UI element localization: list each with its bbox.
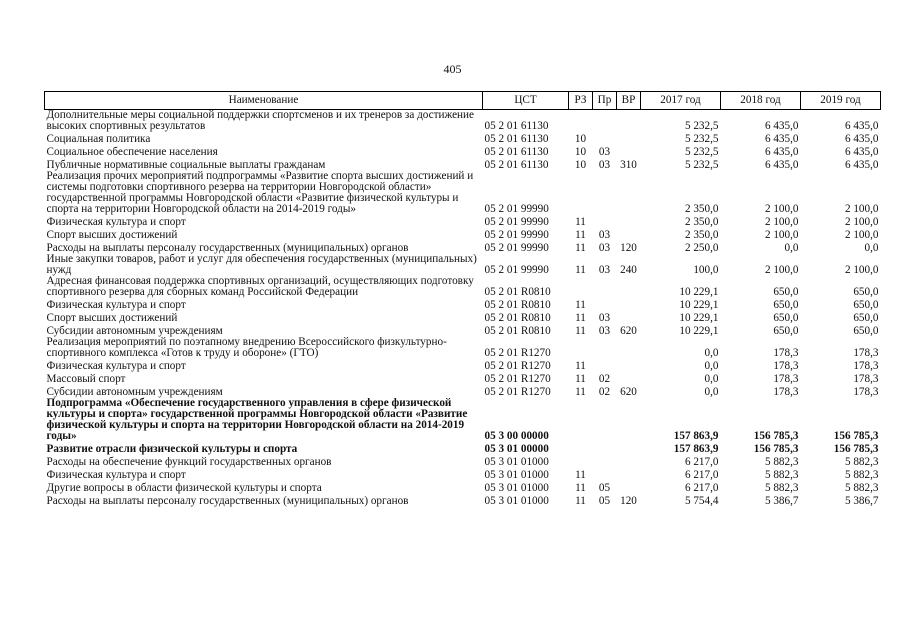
cell-2018: 650,0: [773, 299, 799, 311]
cell-2019: 178,3: [853, 373, 879, 385]
cell-pr: [593, 468, 617, 481]
header-vr: ВР: [617, 92, 641, 110]
cell-vr: [617, 372, 641, 385]
cell-name: Физическая культура и спорт: [46, 469, 186, 481]
cell-vr: [617, 145, 641, 158]
cell-2019: 6 435,0: [844, 120, 879, 132]
cell-rz: [569, 276, 593, 298]
cell-2018: 0,0: [784, 242, 799, 254]
cell-vr: [617, 276, 641, 298]
cell-2018: 5 882,3: [764, 469, 799, 481]
cell-2017: 10 229,1: [679, 312, 719, 324]
cell-2018: 156 785,3: [753, 430, 799, 442]
header-row: [45, 92, 881, 110]
cell-2018: 650,0: [773, 312, 799, 324]
cell-pr: [593, 298, 617, 311]
cell-name: Физическая культура и спорт: [46, 216, 186, 228]
cell-vr: [617, 359, 641, 372]
cell-2017: 2 250,0: [684, 242, 719, 254]
cell-2017: 157 863,9: [673, 443, 719, 455]
cell-2018: 5 882,3: [764, 456, 799, 468]
cell-2019: 2 100,0: [844, 216, 879, 228]
cell-pr: 05: [598, 495, 611, 507]
cell-vr: [617, 442, 641, 455]
table-row: [45, 132, 881, 145]
cell-name: Спорт высших достижений: [46, 229, 178, 241]
cell-rz: 11: [575, 242, 586, 254]
budget-table: [44, 91, 881, 507]
cell-2018: 650,0: [773, 286, 799, 298]
cell-vr: [617, 171, 641, 215]
cell-vr: 240: [620, 264, 637, 276]
cell-pr: 03: [598, 159, 611, 171]
cell-cst: 05 2 01 61130: [484, 120, 549, 132]
cell-cst: 05 2 01 R0810: [484, 325, 551, 337]
cell-name: Массовый спорт: [46, 373, 126, 385]
header-2018: 2018 год: [721, 92, 801, 110]
cell-2017: 6 217,0: [684, 482, 719, 494]
cell-2018: 2 100,0: [764, 203, 799, 215]
cell-cst: 05 2 01 R1270: [484, 347, 551, 359]
cell-vr: [617, 468, 641, 481]
cell-cst: 05 2 01 R0810: [484, 312, 551, 324]
cell-2018: 5 882,3: [764, 482, 799, 494]
cell-2019: 0,0: [864, 242, 879, 254]
cell-vr: [617, 228, 641, 241]
cell-rz: 10: [574, 133, 587, 145]
cell-rz: 11: [575, 360, 586, 372]
cell-2019: 2 100,0: [844, 229, 879, 241]
cell-name: Расходы на выплаты персоналу государственных (муниципальных) органов: [46, 495, 409, 507]
cell-2019: 6 435,0: [844, 146, 879, 158]
cell-2017: 100,0: [693, 264, 719, 276]
cell-2018: 178,3: [773, 386, 799, 398]
table-row: [45, 110, 881, 133]
cell-rz: [569, 110, 593, 133]
cell-2019: 2 100,0: [844, 264, 879, 276]
header-rz: РЗ: [569, 92, 593, 110]
cell-2017: 0,0: [704, 360, 719, 372]
table-row: [45, 398, 881, 442]
cell-cst: 05 3 01 01000: [484, 456, 549, 468]
table-row: [45, 455, 881, 468]
cell-vr: [617, 298, 641, 311]
cell-cst: 05 2 01 R1270: [484, 373, 551, 385]
table-row: [45, 145, 881, 158]
table-row: [45, 337, 881, 359]
table-row: [45, 215, 881, 228]
cell-pr: 02: [598, 386, 611, 398]
header-2017: 2017 год: [641, 92, 721, 110]
cell-pr: 03: [598, 312, 611, 324]
header-2019: 2019 год: [801, 92, 881, 110]
cell-rz: 11: [575, 482, 586, 494]
cell-vr: [617, 110, 641, 133]
table-row: [45, 171, 881, 215]
header-name: Наименование: [45, 92, 483, 110]
cell-2019: 178,3: [853, 347, 879, 359]
cell-rz: 11: [575, 373, 586, 385]
cell-cst: 05 2 01 R1270: [484, 360, 551, 372]
cell-2019: 178,3: [853, 386, 879, 398]
cell-2019: 650,0: [853, 312, 879, 324]
table-row: [45, 494, 881, 507]
table-row: [45, 468, 881, 481]
cell-2017: 2 350,0: [684, 203, 719, 215]
cell-2019: 5 882,3: [844, 456, 879, 468]
cell-2018: 6 435,0: [764, 159, 799, 171]
cell-cst: 05 2 01 61130: [484, 146, 549, 158]
cell-rz: [569, 442, 593, 455]
cell-pr: [593, 276, 617, 298]
cell-cst: 05 2 01 99990: [484, 203, 549, 215]
cell-name: Расходы на обеспечение функций государственных органов: [46, 456, 332, 468]
cell-vr: 620: [620, 386, 637, 398]
table-row: [45, 372, 881, 385]
cell-pr: 05: [598, 482, 611, 494]
cell-rz: [569, 171, 593, 215]
cell-cst: 05 2 01 R1270: [484, 386, 551, 398]
table-row: [45, 298, 881, 311]
cell-vr: 620: [620, 325, 637, 337]
table-row: [45, 276, 881, 298]
cell-vr: 310: [620, 159, 637, 171]
cell-2017: 5 232,5: [684, 159, 719, 171]
cell-pr: 03: [598, 325, 611, 337]
cell-pr: 03: [598, 229, 611, 241]
cell-cst: 05 2 01 99990: [484, 242, 549, 254]
cell-cst: 05 2 01 99990: [484, 229, 549, 241]
cell-2018: 178,3: [773, 373, 799, 385]
cell-cst: 05 2 01 R0810: [484, 286, 551, 298]
cell-pr: [593, 337, 617, 359]
cell-2019: 650,0: [853, 325, 879, 337]
cell-name: Развитие отрасли физической культуры и спорта: [46, 443, 298, 455]
cell-2019: 5 882,3: [844, 482, 879, 494]
cell-2018: 156 785,3: [753, 443, 799, 455]
cell-cst: 05 3 01 01000: [484, 495, 549, 507]
table-row: [45, 481, 881, 494]
table-row: [45, 359, 881, 372]
cell-cst: 05 3 01 00000: [484, 443, 549, 455]
cell-rz: 11: [575, 264, 586, 276]
cell-2017: 6 217,0: [684, 456, 719, 468]
cell-rz: 11: [575, 386, 586, 398]
cell-pr: [593, 132, 617, 145]
cell-rz: 10: [574, 146, 587, 158]
cell-2017: 10 229,1: [679, 299, 719, 311]
cell-pr: [593, 442, 617, 455]
cell-2017: 0,0: [704, 386, 719, 398]
cell-name: Публичные нормативные социальные выплаты гражданам: [46, 159, 326, 171]
cell-2018: 650,0: [773, 325, 799, 337]
cell-cst: 05 3 01 01000: [484, 482, 549, 494]
cell-2019: 650,0: [853, 286, 879, 298]
cell-name: Другие вопросы в области физической культуры и спорта: [46, 482, 322, 494]
cell-rz: 11: [575, 229, 586, 241]
cell-pr: 03: [598, 264, 611, 276]
cell-name: Реализация мероприятий по поэтапному внедрению Всероссийского физкультурно-спортивного комплекса «Готов к труду и обороне» (ГТО): [46, 336, 447, 359]
cell-vr: 120: [620, 242, 637, 254]
cell-2019: 156 785,3: [833, 443, 879, 455]
cell-cst: 05 2 01 R0810: [484, 299, 551, 311]
cell-rz: 11: [575, 469, 586, 481]
cell-rz: [569, 455, 593, 468]
cell-name: Социальная политика: [46, 133, 151, 145]
cell-name: Субсидии автономным учреждениям: [46, 386, 223, 398]
cell-pr: 03: [598, 242, 611, 254]
table-row: [45, 311, 881, 324]
cell-vr: 120: [620, 495, 637, 507]
cell-2018: 2 100,0: [764, 216, 799, 228]
cell-vr: [617, 337, 641, 359]
cell-pr: [593, 359, 617, 372]
cell-2018: 2 100,0: [764, 264, 799, 276]
cell-2017: 157 863,9: [673, 430, 719, 442]
cell-2017: 5 232,5: [684, 146, 719, 158]
cell-2017: 5 232,5: [684, 120, 719, 132]
cell-cst: 05 2 01 61130: [484, 133, 549, 145]
cell-2019: 6 435,0: [844, 133, 879, 145]
cell-vr: [617, 132, 641, 145]
table-row: [45, 228, 881, 241]
cell-2019: 650,0: [853, 299, 879, 311]
cell-pr: [593, 455, 617, 468]
cell-name: Физическая культура и спорт: [46, 360, 186, 372]
header-cst: ЦСТ: [483, 92, 569, 110]
cell-name: Физическая культура и спорт: [46, 299, 186, 311]
cell-name: Расходы на выплаты персоналу государственных (муниципальных) органов: [46, 242, 409, 254]
cell-2017: 5 754,4: [684, 495, 719, 507]
header-pr: Пр: [593, 92, 617, 110]
cell-2019: 156 785,3: [833, 430, 879, 442]
cell-2017: 2 350,0: [684, 216, 719, 228]
cell-2019: 5 386,7: [844, 495, 879, 507]
cell-2017: 5 232,5: [684, 133, 719, 145]
cell-pr: [593, 110, 617, 133]
cell-pr: 02: [598, 373, 611, 385]
cell-rz: 11: [575, 299, 586, 311]
cell-2017: 6 217,0: [684, 469, 719, 481]
cell-pr: [593, 398, 617, 442]
cell-2019: 6 435,0: [844, 159, 879, 171]
cell-rz: 11: [575, 312, 586, 324]
table-row: [45, 254, 881, 276]
cell-cst: 05 3 00 00000: [484, 430, 549, 442]
table-body: [45, 110, 881, 508]
cell-pr: [593, 171, 617, 215]
cell-pr: [593, 215, 617, 228]
cell-cst: 05 2 01 61130: [484, 159, 549, 171]
cell-vr: [617, 215, 641, 228]
cell-2019: 178,3: [853, 360, 879, 372]
cell-vr: [617, 311, 641, 324]
cell-2017: 2 350,0: [684, 229, 719, 241]
cell-rz: 11: [575, 495, 586, 507]
cell-2017: 0,0: [704, 347, 719, 359]
cell-2018: 178,3: [773, 347, 799, 359]
cell-name: Социальное обеспечение населения: [46, 146, 218, 158]
cell-2017: 10 229,1: [679, 325, 719, 337]
cell-vr: [617, 455, 641, 468]
cell-2018: 178,3: [773, 360, 799, 372]
cell-vr: [617, 481, 641, 494]
cell-cst: 05 3 01 01000: [484, 469, 549, 481]
cell-rz: 11: [575, 325, 586, 337]
cell-name: Спорт высших достижений: [46, 312, 178, 324]
cell-rz: [569, 398, 593, 442]
cell-rz: 11: [575, 216, 586, 228]
cell-name: Реализация прочих мероприятий подпрограммы «Развитие спорта высших достижений и системы подготовки спортивного резерва на территории Новгородской области» государственной программы Новгородской области «Развитие физической культуры и спорта на территории Новгородской области на 2014-2019 годы»: [46, 170, 474, 215]
cell-2018: 2 100,0: [764, 229, 799, 241]
table-row: [45, 442, 881, 455]
cell-2018: 5 386,7: [764, 495, 799, 507]
cell-2018: 6 435,0: [764, 133, 799, 145]
cell-cst: 05 2 01 99990: [484, 264, 549, 276]
cell-rz: [569, 337, 593, 359]
cell-2017: 10 229,1: [679, 286, 719, 298]
cell-2017: 0,0: [704, 373, 719, 385]
cell-vr: [617, 398, 641, 442]
cell-2019: 2 100,0: [844, 203, 879, 215]
cell-2018: 6 435,0: [764, 120, 799, 132]
cell-name: Дополнительные меры социальной поддержки спортсменов и их тренеров за достижение высоких спортивных результатов: [46, 109, 475, 132]
cell-2019: 5 882,3: [844, 469, 879, 481]
cell-name: Адресная финансовая поддержка спортивных организаций, осуществляющих подготовку спортивного резерва для сборных команд Российской Федерации: [46, 275, 474, 298]
cell-pr: 03: [598, 146, 611, 158]
page-number: 405: [443, 62, 462, 76]
cell-cst: 05 2 01 99990: [484, 216, 549, 228]
cell-rz: 10: [574, 159, 587, 171]
cell-name: Иные закупки товаров, работ и услуг для обеспечения государственных (муниципальных) нужд: [46, 253, 477, 276]
cell-2018: 6 435,0: [764, 146, 799, 158]
cell-name: Субсидии автономным учреждениям: [46, 325, 223, 337]
cell-name: Подпрограмма «Обеспечение государственного управления в сфере физической культуры и спорта» государственной программы Новгородской области «Развитие физической культуры и спорта на территории Новгородской области на 2014-2019 годы»: [46, 397, 468, 442]
